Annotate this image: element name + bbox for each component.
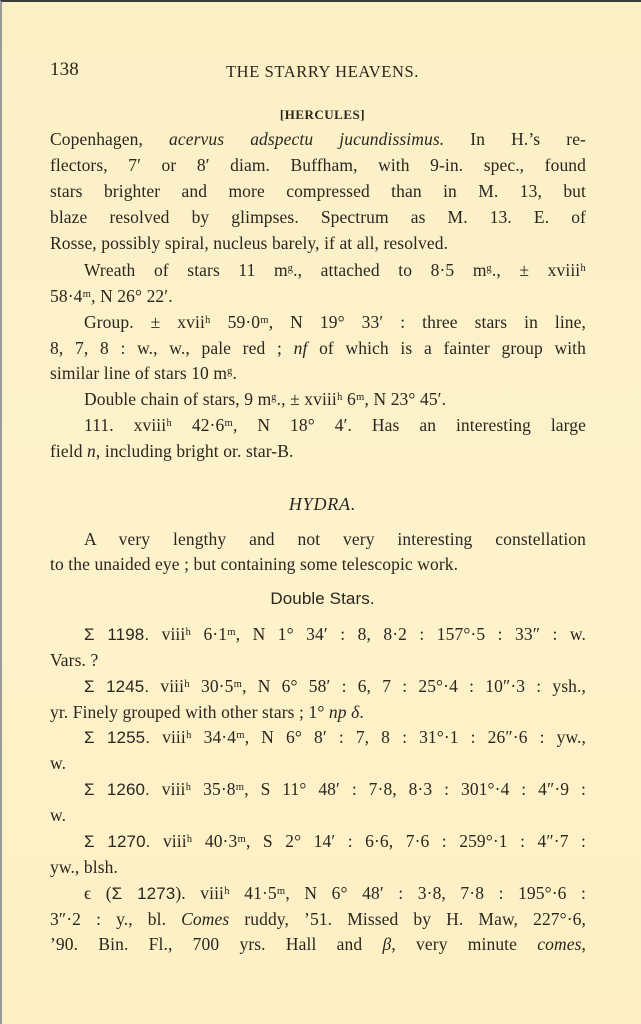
text-line: to the unaided eye ; but containing some telescopic work. [50,554,459,574]
text-run: of which is a fainter group with [307,338,586,358]
star-id: Σ 1270. [84,832,151,851]
running-title: THE STARRY HEAVENS. [226,62,419,81]
text-run: viiiʰ 35·8ᵐ, S 11° 48′ : 7·8, 8·3 : 301°·4 : 4″·9 : [161,779,586,799]
subheading: Double Stars. [270,589,375,608]
text-line: yw., blsh. [50,857,118,877]
text-line: w. [50,805,67,825]
text-line [50,129,586,149]
italic-run: np δ [328,702,360,722]
text-line: 58·4ᵐ, N 26° 22′. [50,286,173,306]
italic-run: acervus adspectu jucundissimus. [169,129,445,149]
text-line: Vars. ? [50,650,99,670]
italic-run: nf [293,338,308,358]
italic-run: β [382,934,392,954]
text-run: viiiʰ 30·5ᵐ, N 6° 58′ : 6, 7 : 25°·4 : 10″·3 : ysh., [160,676,586,696]
text-line [50,338,586,358]
page-number: 138 [50,59,79,80]
section-title: HYDRA. [288,494,357,514]
text-line [50,702,586,722]
star-entry-line [84,624,586,645]
text-run: , [581,934,586,954]
text-line [50,909,586,929]
text-run: , very minute [391,934,538,954]
text-run: In H.’s re- [444,129,586,149]
text-run: yr. Finely grouped with other stars ; 1° [50,702,329,722]
text-line: flectors, 7′ or 8′ diam. Buffham, with 9-in. spec., found [50,155,586,175]
star-id: Σ 1255. [84,728,151,747]
text-line: blaze resolved by glimpses. Spectrum as M. 13. E. of [50,207,586,227]
text-run: ). [175,883,186,903]
italic-run: comes [537,934,582,954]
text-line [50,441,586,461]
text-run: ruddy, ’51. Missed by H. Maw, 227°·6, [229,909,586,929]
italic-run: n [87,441,96,461]
text-line: Wreath of stars 11 mᵍ., attached to 8·5 mᵍ., ± xviiiʰ [84,260,586,280]
text-run: ’90. Bin. Fl., 700 yrs. Hall and [50,934,383,954]
text-line [50,934,586,954]
italic-run: Comes [181,909,230,929]
text-line: similar line of stars 10 mᵍ. [50,363,237,383]
star-entry-line [84,676,586,697]
text-run: ϵ ( [84,883,112,903]
star-entry-line [84,831,586,852]
text-run: . [359,702,364,722]
section-bracket-text: [HERCULES] [279,107,366,122]
text-line: w. [50,753,67,773]
text-line: Double chain of stars, 9 mᵍ., ± xviiiʰ 6ᵐ, N 23° 45′. [84,389,447,409]
text-line: Group. ± xviiʰ 59·0ᵐ, N 19° 33′ : three stars in line, [84,312,586,332]
star-id: Σ 1260. [84,780,150,799]
star-id: Σ 1245. [84,677,150,696]
section-bracket [2,103,641,125]
star-entry-line [84,727,586,748]
text-run: viiiʰ 41·5ᵐ, N 6° 48′ : 3·8, 7·8 : 195°·6 : [200,883,586,903]
text-line: stars brighter and more compressed than in M. 13, but [50,181,586,201]
text-line: Rosse, possibly spiral, nucleus barely, if at all, resolved. [50,233,449,253]
star-id: Σ 1273 [111,884,176,903]
text-run: viiiʰ 40·3ᵐ, S 2° 14′ : 6·6, 7·6 : 259°·1 : 4″·7 : [162,831,586,851]
text-run: 3″·2 : y., bl. [50,909,182,929]
text-run: , including bright or. star-B. [95,441,294,461]
star-id: Σ 1198. [84,625,150,644]
text-run: 8, 7, 8 : w., w., pale red ; [50,338,294,358]
text-run: viiiʰ 6·1ᵐ, N 1° 34′ : 8, 8·2 : 157°·5 : 33″ : w. [161,624,586,644]
text-run: viiiʰ 34·4ᵐ, N 6° 8′ : 7, 8 : 31°·1 : 26″·6 : yw., [162,727,586,747]
text-run: field [50,441,88,461]
star-entry-line [84,779,586,800]
text-run: Copenhagen, [50,129,170,149]
text-line: A very lengthy and not very interesting constellation [84,529,586,549]
text-line: 111. xviiiʰ 42·6ᵐ, N 18° 4′. Has an interesting large [84,415,586,435]
star-entry-line [84,883,586,904]
